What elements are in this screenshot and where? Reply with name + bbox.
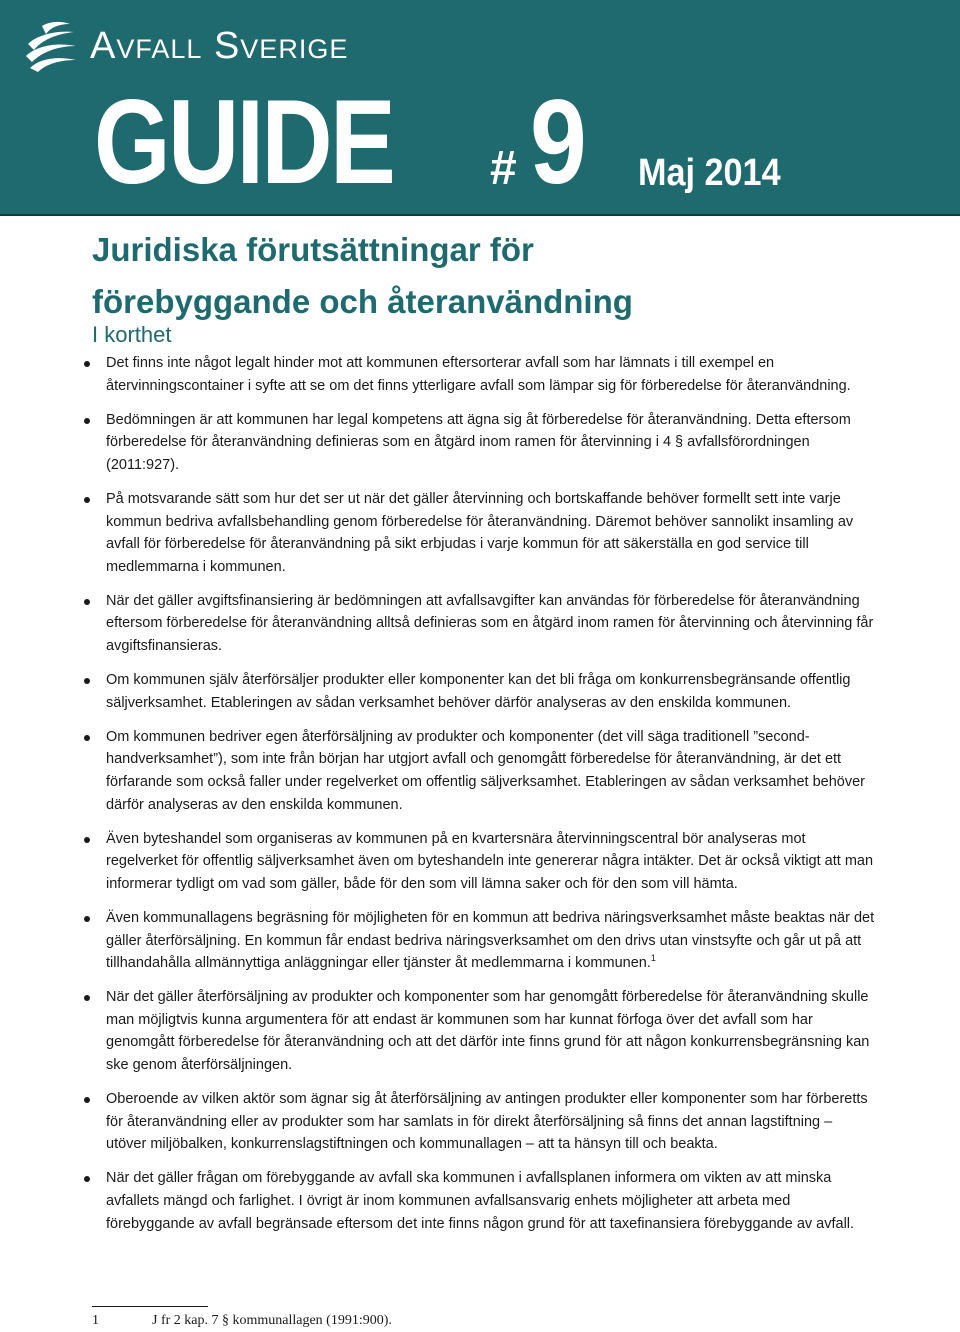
list-item-text: När det gäller återförsäljning av produkter och komponenter som har genomgått förberedelse för återanvändning skulle man möjligtvis kunna argumentera för att endast är kommunen som har kunnat förfoga över det avfall som har genomgått förberedelse för återanvändning och att det därför inte finns grund för att någon konkurrensbegränsning kan ske genom återförsäljningen. xyxy=(106,989,870,1074)
list-item-text: När det gäller frågan om förebyggande av avfall ska kommunen i avfallsplanen informera om vikten av att minska avfallets mängd och farlighet. I övrigt är inom kommunen avfallsansvarig enhets möjligheter att arbeta med förebyggande av avfall begränsade eftersom det inte finns någon grund för att taxefinansiera förebyggande av avfall. xyxy=(106,1170,855,1232)
bullet-icon xyxy=(84,837,90,843)
bullet-icon xyxy=(84,599,90,605)
list-item-text: Om kommunen själv återförsäljer produkter eller komponenter kan det bli fråga om konkurrensbegränsande offentlig säljverksamhet. Etableringen av sådan verksamhet behöver därför analyseras av den enskilda kommunen. xyxy=(106,672,851,711)
list-item-text: Oberoende av vilken aktör som ägnar sig åt återförsäljning av antingen produkter eller komponenter som har förberetts för återanvändning eller av produkter som har samlats in för direkt återförsäljning så finns det annan lagstiftning – utöver miljöbalken, konkurrenslagstiftningen och kommunallagen – att ta hänsyn till och beakta. xyxy=(106,1091,868,1153)
brand-name: Avfall Sverige xyxy=(90,25,349,67)
list-item-text: Även kommunallagens begräsning för möjligheten för en kommun att bedriva näringsverksamhet måste beaktas när det gäller återförsäljning. En kommun får endast bedriva näringsverksamhet om den drivs utan vinstsyfte och går ut på att tillhandahålla allmännyttiga anläggningar eller tjänster åt medlemmarna i kommunen. xyxy=(106,909,875,972)
footnote-number: 1 xyxy=(92,1313,99,1328)
list-item-text: Även byteshandel som organiseras av kommunen på en kvartersnära återvinningscentral bör analyseras mot regelverket för offentlig säljverksamhet även om byteshandeln inte genererar några intäkter. Det är också viktigt att man informerar tydligt om vad som gäller, både för den som vill lämna saker och för den som vill hämta. xyxy=(106,830,874,892)
list-item xyxy=(76,590,876,658)
list-item-text: På motsvarande sätt som hur det ser ut när det gäller återvinning och bortskaffande behöver formellt sett inte varje kommun bedriva avfallsbehandling genom förberedelse för återanvändning. Däremot behöver sannolikt insamling av avfall för förberedelse för återanvändning på sikt erbjudas i varje kommun för att säkerställa en god service till medlemmarna i kommunen. xyxy=(106,490,854,575)
guide-hash: # xyxy=(490,142,517,195)
bullet-icon xyxy=(84,1176,90,1182)
list-item-text: Om kommunen bedriver egen återförsäljning av produkter och komponenter (det vill säga traditionell ”second-handverksamhet”), som inte från början har utgjort avfall och genomgått förberedelse för återanvändning, är det ett förfarande som också faller under regelverket om offentlig säljverksamhet. Etableringen av sådan verksamhet behöver därför analyseras av den enskilda kommunen. xyxy=(106,728,865,813)
bullet-icon xyxy=(84,678,90,684)
guide-number: 9 xyxy=(530,75,587,209)
document-title-line-1: Juridiska förutsättningar för xyxy=(92,231,534,268)
document-title xyxy=(92,224,912,328)
list-item-text: Det finns inte något legalt hinder mot att kommunen eftersorterar avfall som har lämnats i till exempel en återvinningscontainer i syfte att se om det finns ytterligare avfall som lämpar sig för förberedelse för återanvändning. xyxy=(106,355,851,394)
publication-date: Maj 2014 xyxy=(638,152,781,194)
swoosh-logo-icon xyxy=(22,20,78,72)
list-item-text: Bedömningen är att kommunen har legal kompetens att ägna sig åt förberedelse för återanvändning. Detta eftersom förberedelse för återanvändning definieras som en åtgärd inom ramen för återvinning i 4 § avfallsförordningen (2011:927). xyxy=(106,411,851,473)
header-banner xyxy=(0,0,960,216)
bullet-icon xyxy=(84,361,90,367)
guide-label: GUIDE xyxy=(94,75,394,209)
list-item xyxy=(76,1088,876,1156)
bullet-icon xyxy=(84,995,90,1001)
list-item xyxy=(76,409,876,477)
document-title-line-2: förebyggande och återanvändning xyxy=(92,283,633,320)
list-item xyxy=(76,907,876,975)
list-item xyxy=(76,1167,876,1235)
footnote xyxy=(92,1312,392,1330)
bullet-icon xyxy=(84,916,90,922)
list-item xyxy=(76,986,876,1076)
list-item xyxy=(76,488,876,578)
footnote-reference: 1 xyxy=(650,953,656,964)
list-item xyxy=(76,669,876,714)
summary-list xyxy=(76,352,876,1247)
list-item xyxy=(76,352,876,397)
brand-logo xyxy=(22,20,348,72)
list-item xyxy=(76,726,876,816)
bullet-icon xyxy=(84,1097,90,1103)
bullet-icon xyxy=(84,418,90,424)
footnote-divider xyxy=(92,1306,208,1307)
bullet-icon xyxy=(84,497,90,503)
list-item-text: När det gäller avgiftsfinansiering är bedömningen att avfallsavgifter kan användas för förberedelse för återanvändning eftersom förberedelse för återanvändning alltså definieras som en åtgärd inom ramen för återvinning och återvinning får avgiftsfinansieras. xyxy=(106,592,874,655)
section-heading: I korthet xyxy=(92,322,172,347)
bullet-icon xyxy=(84,735,90,741)
list-item xyxy=(76,828,876,896)
footnote-text: J fr 2 kap. 7 § kommunallagen (1991:900). xyxy=(152,1313,392,1328)
